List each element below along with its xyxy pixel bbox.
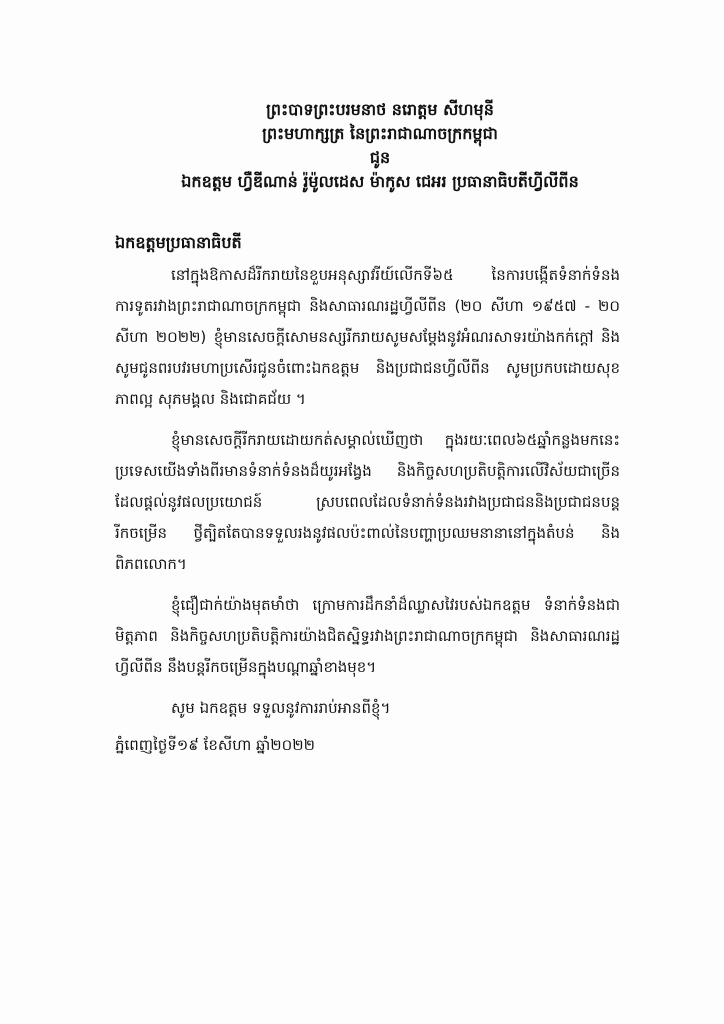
addressee-to: ជូន xyxy=(369,148,391,167)
letter-header xyxy=(150,98,610,194)
letter-body xyxy=(115,260,620,724)
place-date-line: ភ្នំពេញថ្ងៃទី១៩ ខែសីហា ឆ្នាំ២០២២ xyxy=(115,736,315,754)
body-paragraph: ខ្ញុំមានសេចក្តីរីករាយដោយកត់សម្គាល់ឃើញថា ក្នុងរយៈពេល៦៥ឆ្នាំកន្លងមកនេះ ប្រទេសយើងទាំងពីរមានទំនាក់ទំនងដ៏យូរអង្វែង និងកិច្ចសហប្រតិបត្តិការលើវិស័យជាច្រើនដែលផ្តល់នូវផលប្រយោជន៍ ស្របពេលដែលទំនាក់ទំនងរវាងប្រជាជននិងប្រជាជនបន្តរីកចម្រើន ថ្វីត្បិតតែបានទទួលរងនូវផលប៉ះពាល់នៃបញ្ហាប្រឈមនានានៅក្នុងតំបន់ និងពិភពលោក។ xyxy=(115,431,620,573)
body-paragraph: នៅក្នុងឱកាសដ៏រីករាយនៃខួបអនុស្សាវរីយ៍លើកទី៦៥ នៃការបង្កើតទំនាក់ទំនងការទូតរវាងព្រះរាជាណាចក្រកម្ពុជា និងសាធារណរដ្ឋហ្វីលីពីន (២០ សីហា ១៩៥៧ - ២០ សីហា ២០២២) ខ្ញុំមានសេចក្តីសោមនស្សរីករាយសូមសម្តែងនូវអំណរសាទរយ៉ាងកក់ក្តៅ និងសូមជូនពរបវរមហាប្រសើរជូនចំពោះឯកឧត្តម និងប្រជាជនហ្វីលីពីន សូមប្រកបដោយសុខភាពល្អ សុភមង្គល និងជោគជ័យ ។ xyxy=(115,266,620,408)
closing-line: សូម ឯកឧត្តម ទទួលនូវការរាប់អានពីខ្ញុំ។ xyxy=(171,699,391,717)
sender-name: ព្រះបាទព្រះបរមនាថ នរោត្តម សីហមុនី xyxy=(266,100,494,119)
addressee-name: ឯកឧត្តម ហ្វឺឌីណាន់ រ៉ូម៉ូលដេស ម៉ាកូស ជេអរ ប្រធានាធិបតីហ្វីលីពីន xyxy=(181,172,579,191)
body-paragraph: ខ្ញុំជឿជាក់យ៉ាងមុតមាំថា ក្រោមការដឹកនាំដ៏ឈ្លាសវៃរបស់ឯកឧត្តម ទំនាក់ទំនងជាមិត្តភាព និងកិច្ចសហប្រតិបត្តិការយ៉ាងជិតស្និទ្ធរវាងព្រះរាជាណាចក្រកម្ពុជា និងសាធារណរដ្ឋហ្វីលីពីន នឹងបន្តរីកចម្រើនក្នុងបណ្តាឆ្នាំខាងមុខ។ xyxy=(115,596,620,676)
sender-title: ព្រះមហាក្សត្រ នៃព្រះរាជាណាចក្រកម្ពុជា xyxy=(262,124,498,143)
salutation: ឯកឧត្តមប្រធានាធិបតី xyxy=(115,233,242,252)
